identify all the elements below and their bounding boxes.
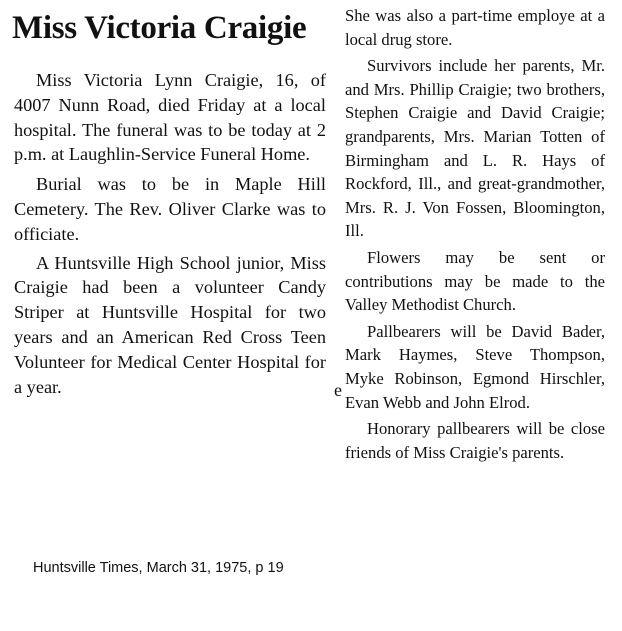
- paragraph-pallbearers: Pallbearers will be David Bader, Mark Haymes, Steve Thompson, Myke Robinson, Egmond Hirschler, Evan Webb and John Elrod.: [345, 321, 605, 412]
- right-column: [345, 4, 605, 467]
- stray-print-mark: e: [334, 380, 342, 400]
- paragraph-death-notice: Miss Victoria Lynn Craigie, 16, of 4007 Nunn Road, died Friday at a local hospital. The funeral was to be today at 2 p.m. at Laughlin-Service Funeral Home.: [14, 70, 326, 165]
- obituary-headline: Miss Victoria Craigie: [12, 10, 307, 46]
- paragraph-employment: She was also a part-time employe at a local drug store.: [345, 6, 605, 49]
- paragraph-flowers: Flowers may be sent or contributions may be made to the Valley Methodist Church.: [345, 247, 605, 315]
- paragraph-survivors: Survivors include her parents, Mr. and Mrs. Phillip Craigie; two brothers, Stephen Craigie and David Craigie; grandparents, Mrs. Marian Totten of Birmingham and L. R. Hays of Rockford, Ill., and great-grandmother, Mrs. R. J. Von Fossen, Bloomington, Ill.: [345, 56, 605, 241]
- left-column: [14, 68, 326, 403]
- paragraph-volunteer: A Huntsville High School junior, Miss Craigie had been a volunteer Candy Striper at Huntsville Hospital for two years and an American Red Cross Teen Volunteer for Medical Center Hospital for a year.: [14, 252, 326, 397]
- paragraph-honorary-pallbearers: Honorary pallbearers will be close friends of Miss Craigie's parents.: [345, 419, 605, 462]
- source-caption: Huntsville Times, March 31, 1975, p 19: [33, 560, 284, 576]
- paragraph-burial: Burial was to be in Maple Hill Cemetery. The Rev. Oliver Clarke was to officiate.: [14, 174, 326, 244]
